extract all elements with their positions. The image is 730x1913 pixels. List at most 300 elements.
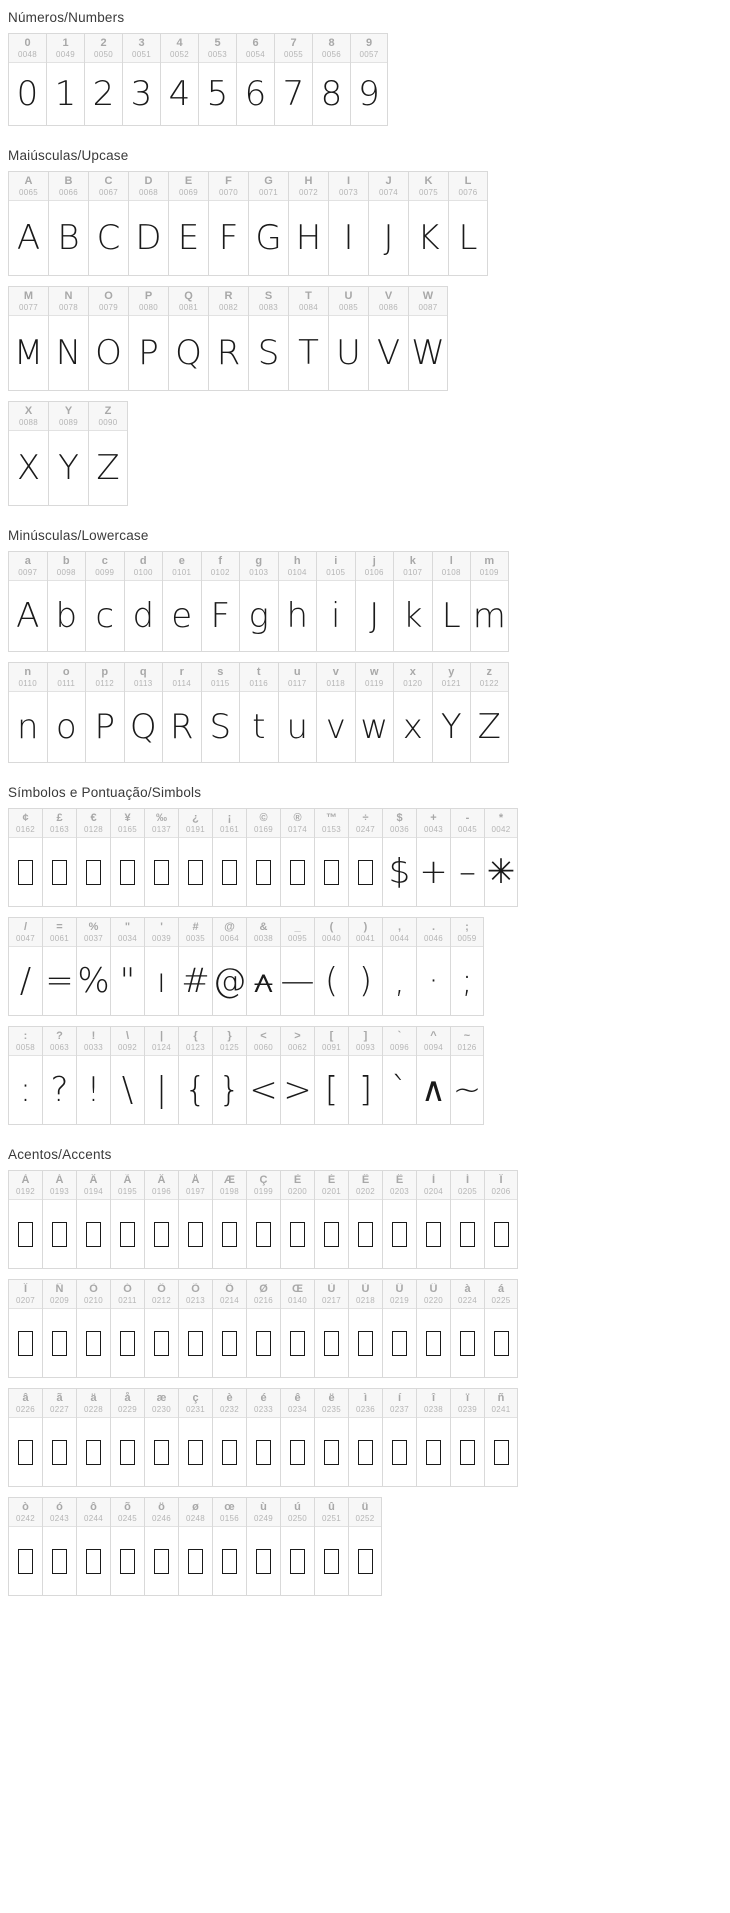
glyph-cell[interactable] xyxy=(408,171,448,276)
glyph-cell[interactable] xyxy=(212,917,246,1016)
glyph-code-label: 0140 xyxy=(288,1296,307,1305)
missing-glyph-icon xyxy=(86,1549,101,1574)
glyph-cell[interactable] xyxy=(246,1497,280,1596)
glyph-code-label: 0075 xyxy=(419,188,438,197)
glyph-character-label: L xyxy=(464,175,472,187)
glyph-cell[interactable] xyxy=(144,808,178,907)
missing-glyph-icon xyxy=(256,1222,271,1247)
glyph-code-label: 0068 xyxy=(139,188,158,197)
glyph-cell-header xyxy=(485,1171,517,1200)
glyph-missing-box xyxy=(247,838,280,906)
glyph-cell[interactable] xyxy=(212,1388,246,1487)
glyph-preview: x xyxy=(402,707,423,747)
glyph-code-label: 0105 xyxy=(326,568,346,577)
glyph-character-label: ® xyxy=(293,812,302,824)
glyph-cell-header xyxy=(163,663,201,692)
glyph-cell[interactable] xyxy=(76,1497,110,1596)
glyph-cell[interactable] xyxy=(416,1279,450,1378)
glyph-cell[interactable] xyxy=(178,1279,212,1378)
glyph-preview: P xyxy=(138,333,159,373)
glyph-character-label: r xyxy=(179,666,184,678)
glyph-cell[interactable] xyxy=(316,662,355,763)
glyph-cell[interactable] xyxy=(314,917,348,1016)
glyph-cell-header xyxy=(169,287,208,316)
glyph-cell[interactable] xyxy=(88,171,128,276)
glyph-cell[interactable] xyxy=(168,286,208,391)
glyph-cell[interactable] xyxy=(42,917,76,1016)
glyph-cell[interactable] xyxy=(144,1497,178,1596)
glyph-cell[interactable] xyxy=(8,401,48,506)
glyph-character-label: v xyxy=(332,666,339,678)
glyph-preview: F xyxy=(218,218,239,258)
glyph-cell[interactable] xyxy=(484,1388,518,1487)
glyph-cell[interactable] xyxy=(110,808,144,907)
glyph-code-label: 0174 xyxy=(288,825,307,834)
missing-glyph-icon xyxy=(460,1222,475,1247)
glyph-character-label: Í xyxy=(465,1174,470,1186)
glyph-cell[interactable] xyxy=(212,1497,246,1596)
glyph-cell[interactable] xyxy=(355,551,394,652)
glyph-cell[interactable] xyxy=(280,808,314,907)
glyph-cell[interactable] xyxy=(484,1279,518,1378)
glyph-cell[interactable] xyxy=(382,808,416,907)
glyph-cell[interactable] xyxy=(239,551,278,652)
glyph-cell[interactable] xyxy=(484,1170,518,1269)
glyph-missing-box xyxy=(281,1418,314,1486)
glyph-cell-header xyxy=(89,402,127,431)
glyph-cell-header xyxy=(315,1389,348,1418)
glyph-cell[interactable] xyxy=(368,286,408,391)
glyph-character-label: T xyxy=(305,290,312,302)
glyph-cell-header xyxy=(417,809,450,838)
glyph-cell[interactable] xyxy=(198,33,236,126)
glyph-cell[interactable] xyxy=(110,1497,144,1596)
glyph-cell-header xyxy=(145,809,178,838)
glyph-cell[interactable] xyxy=(76,1170,110,1269)
missing-glyph-icon xyxy=(154,1549,169,1574)
glyph-preview: 6 xyxy=(244,74,267,114)
glyph-cell[interactable] xyxy=(288,286,328,391)
glyph-cell[interactable] xyxy=(8,1170,42,1269)
glyph-character-label: u xyxy=(293,666,301,678)
glyph-cell[interactable] xyxy=(178,1388,212,1487)
glyph-missing-box xyxy=(247,1418,280,1486)
glyph-cell-header xyxy=(111,1171,144,1200)
glyph-cell[interactable] xyxy=(8,808,42,907)
glyph-cell[interactable] xyxy=(416,1170,450,1269)
glyph-cell[interactable] xyxy=(8,917,42,1016)
glyph-cell[interactable] xyxy=(450,1388,484,1487)
glyph-cell[interactable] xyxy=(450,1279,484,1378)
glyph-cell[interactable] xyxy=(76,1279,110,1378)
glyph-cell[interactable] xyxy=(470,551,509,652)
glyph-cell[interactable] xyxy=(348,1388,382,1487)
glyph-cell[interactable] xyxy=(201,551,240,652)
glyph-character-label: Ñ xyxy=(55,1283,64,1295)
glyph-preview: t xyxy=(252,707,266,747)
glyph-cell[interactable] xyxy=(278,662,317,763)
glyph-row xyxy=(8,33,722,126)
glyph-cell[interactable] xyxy=(348,1026,382,1125)
glyph-cell[interactable] xyxy=(312,33,350,126)
glyph-cell[interactable] xyxy=(124,551,163,652)
glyph-cell[interactable] xyxy=(246,1170,280,1269)
glyph-cell[interactable] xyxy=(239,662,278,763)
glyph-cell[interactable] xyxy=(46,33,84,126)
glyph-preview: C xyxy=(96,218,121,258)
glyph-code-label: 0098 xyxy=(56,568,76,577)
glyph-cell[interactable] xyxy=(448,171,488,276)
glyph-cell[interactable] xyxy=(348,1279,382,1378)
glyph-cell[interactable] xyxy=(350,33,388,126)
glyph-cell-header xyxy=(433,552,471,581)
glyph-character-label: 4 xyxy=(176,37,183,49)
section-title: Acentos/Accents xyxy=(8,1147,112,1162)
glyph-character-label: m xyxy=(484,555,495,567)
glyph-missing-box xyxy=(213,838,246,906)
glyph-preview: J xyxy=(369,596,380,636)
glyph-cell[interactable] xyxy=(280,1170,314,1269)
glyph-cell[interactable] xyxy=(246,1026,280,1125)
glyph-missing-box xyxy=(111,1309,144,1377)
glyph-cell[interactable] xyxy=(288,171,328,276)
glyph-cell[interactable] xyxy=(314,808,348,907)
glyph-cell[interactable] xyxy=(348,808,382,907)
glyph-cell[interactable] xyxy=(432,662,471,763)
glyph-cell[interactable] xyxy=(160,33,198,126)
glyph-cell[interactable] xyxy=(42,808,76,907)
glyph-cell[interactable] xyxy=(280,917,314,1016)
missing-glyph-icon xyxy=(290,1222,305,1247)
glyph-preview: @ xyxy=(213,961,246,1001)
glyph-cell-header xyxy=(417,918,450,947)
glyph-cell[interactable] xyxy=(8,1279,42,1378)
glyph-cell[interactable] xyxy=(246,917,280,1016)
glyph-cell[interactable] xyxy=(128,171,168,276)
glyph-code-label: 0090 xyxy=(98,418,118,427)
glyph-cell[interactable] xyxy=(208,171,248,276)
glyph-cell[interactable] xyxy=(236,33,274,126)
glyph-cell[interactable] xyxy=(382,917,416,1016)
glyph-cell-header xyxy=(471,663,508,692)
glyph-character-label: É xyxy=(327,1174,336,1186)
glyph-cell[interactable] xyxy=(76,1026,110,1125)
glyph-cell[interactable] xyxy=(416,917,450,1016)
glyph-missing-box xyxy=(179,838,212,906)
glyph-code-label: 0087 xyxy=(418,303,438,312)
glyph-cell[interactable] xyxy=(382,1026,416,1125)
glyph-code-label: 0251 xyxy=(322,1514,341,1523)
glyph-character-label: ê xyxy=(294,1392,301,1404)
glyph-cell-header xyxy=(281,1280,314,1309)
glyph-cell[interactable] xyxy=(248,286,288,391)
glyph-character-label: Å xyxy=(191,1174,200,1186)
glyph-cell[interactable] xyxy=(144,1170,178,1269)
glyph-cell[interactable] xyxy=(110,1170,144,1269)
glyph-cell[interactable] xyxy=(8,1388,42,1487)
glyph-character-label: ä xyxy=(90,1392,97,1404)
glyph-cell[interactable] xyxy=(124,662,163,763)
glyph-code-label: 0213 xyxy=(186,1296,205,1305)
glyph-character-label: Q xyxy=(184,290,193,302)
glyph-cell[interactable] xyxy=(84,33,122,126)
missing-glyph-icon xyxy=(52,860,67,885)
glyph-cell-header xyxy=(247,1280,280,1309)
glyph-preview: D xyxy=(135,218,162,258)
glyph-cell[interactable] xyxy=(178,1170,212,1269)
glyph-cell[interactable] xyxy=(314,1026,348,1125)
glyph-cell[interactable] xyxy=(208,286,248,391)
glyph-cell[interactable] xyxy=(212,808,246,907)
glyph-cell[interactable] xyxy=(76,917,110,1016)
glyph-cell[interactable] xyxy=(484,808,518,907)
glyph-cell[interactable] xyxy=(144,1388,178,1487)
glyph-cell[interactable] xyxy=(348,917,382,1016)
glyph-preview: ; xyxy=(461,961,473,1001)
glyph-character-label: 7 xyxy=(290,37,297,49)
glyph-code-label: 0220 xyxy=(424,1296,443,1305)
glyph-cell[interactable] xyxy=(47,662,86,763)
glyph-missing-box xyxy=(145,1200,178,1268)
glyph-cell[interactable] xyxy=(8,286,48,391)
glyph-cell[interactable] xyxy=(178,1497,212,1596)
glyph-code-label: 0238 xyxy=(424,1405,443,1414)
glyph-cell[interactable] xyxy=(316,551,355,652)
glyph-character-label: Ô xyxy=(157,1283,166,1295)
glyph-cell[interactable] xyxy=(314,1279,348,1378)
glyph-character-label: c xyxy=(101,555,108,567)
glyph-cell[interactable] xyxy=(348,1497,382,1596)
glyph-character-label: & xyxy=(259,921,268,933)
missing-glyph-icon xyxy=(392,1331,407,1356)
glyph-cell[interactable] xyxy=(42,1170,76,1269)
glyph-character-label: w xyxy=(369,666,379,678)
glyph-cell-header xyxy=(315,1171,348,1200)
glyph-cell[interactable] xyxy=(110,1026,144,1125)
glyph-code-label: 0054 xyxy=(246,50,265,59)
glyph-code-label: 0033 xyxy=(84,1043,103,1052)
glyph-preview: — xyxy=(281,961,314,1001)
glyph-cell[interactable] xyxy=(8,662,47,763)
glyph-cell[interactable] xyxy=(432,551,471,652)
glyph-code-label: 0067 xyxy=(99,188,118,197)
glyph-cell[interactable] xyxy=(368,171,408,276)
glyph-cell[interactable] xyxy=(355,662,394,763)
glyph-character-label: ™ xyxy=(326,812,337,824)
glyph-preview: · xyxy=(428,961,439,1001)
glyph-cell-header xyxy=(179,918,212,947)
glyph-cell[interactable] xyxy=(42,1497,76,1596)
glyph-missing-box xyxy=(9,1527,42,1595)
glyph-character-label: 6 xyxy=(252,37,259,49)
glyph-character-label: . xyxy=(431,921,436,933)
glyph-cell[interactable] xyxy=(144,1279,178,1378)
glyph-code-label: 0038 xyxy=(254,934,273,943)
glyph-cell[interactable] xyxy=(47,551,86,652)
glyph-cell-header xyxy=(169,172,208,201)
glyph-cell[interactable] xyxy=(48,286,88,391)
glyph-missing-box xyxy=(451,1309,484,1377)
glyph-cell[interactable] xyxy=(382,1388,416,1487)
glyph-cell[interactable] xyxy=(144,917,178,1016)
glyph-cell[interactable] xyxy=(178,1026,212,1125)
glyph-character-label: U xyxy=(344,290,353,302)
glyph-cell[interactable] xyxy=(314,1497,348,1596)
glyph-code-label: 0232 xyxy=(220,1405,239,1414)
glyph-cell[interactable] xyxy=(85,662,124,763)
glyph-cell[interactable] xyxy=(201,662,240,763)
glyph-cell[interactable] xyxy=(8,1026,42,1125)
glyph-cell[interactable] xyxy=(110,917,144,1016)
glyph-code-label: 0065 xyxy=(19,188,38,197)
glyph-cell[interactable] xyxy=(76,808,110,907)
glyph-cell-header xyxy=(240,663,278,692)
glyph-cell[interactable] xyxy=(178,808,212,907)
glyph-preview: Z xyxy=(477,707,501,747)
glyph-cell[interactable] xyxy=(470,662,509,763)
glyph-cell[interactable] xyxy=(328,171,368,276)
glyph-cell-header xyxy=(43,1171,76,1200)
glyph-cell[interactable] xyxy=(393,662,432,763)
glyph-missing-box xyxy=(77,838,110,906)
glyph-cell[interactable] xyxy=(85,551,124,652)
glyph-cell[interactable] xyxy=(8,1497,42,1596)
glyph-cell[interactable] xyxy=(382,1279,416,1378)
glyph-cell[interactable] xyxy=(314,1170,348,1269)
glyph-cell[interactable] xyxy=(48,401,88,506)
glyph-cell[interactable] xyxy=(246,1388,280,1487)
missing-glyph-icon xyxy=(290,1549,305,1574)
glyph-cell[interactable] xyxy=(416,808,450,907)
glyph-preview: h xyxy=(286,596,309,636)
glyph-cell[interactable] xyxy=(8,171,48,276)
glyph-cell-header xyxy=(247,918,280,947)
glyph-cell[interactable] xyxy=(416,1388,450,1487)
glyph-cell-header xyxy=(123,34,160,63)
glyph-cell[interactable] xyxy=(110,1388,144,1487)
glyph-cell[interactable] xyxy=(450,1170,484,1269)
missing-glyph-icon xyxy=(392,1222,407,1247)
glyph-cell-header xyxy=(111,1389,144,1418)
glyph-cell[interactable] xyxy=(248,171,288,276)
glyph-cell[interactable] xyxy=(314,1388,348,1487)
glyph-code-label: 0044 xyxy=(390,934,409,943)
glyph-missing-box xyxy=(417,1200,450,1268)
glyph-cell[interactable] xyxy=(280,1388,314,1487)
glyph-cell-header xyxy=(77,1171,110,1200)
glyph-cell[interactable] xyxy=(110,1279,144,1378)
glyph-cell[interactable] xyxy=(88,401,128,506)
glyph-cell[interactable] xyxy=(42,1388,76,1487)
missing-glyph-icon xyxy=(18,1440,33,1465)
glyph-cell-header xyxy=(451,809,484,838)
glyph-cell-header xyxy=(9,918,42,947)
glyph-character-label: Â xyxy=(89,1174,98,1186)
glyph-code-label: 0231 xyxy=(186,1405,205,1414)
glyph-preview: G xyxy=(255,218,282,258)
glyph-character-label: G xyxy=(264,175,273,187)
glyph-cell[interactable] xyxy=(280,1497,314,1596)
glyph-preview: < xyxy=(249,1070,278,1110)
missing-glyph-icon xyxy=(222,1440,237,1465)
glyph-code-label: 0041 xyxy=(356,934,375,943)
glyph-missing-box xyxy=(315,1200,348,1268)
glyph-cell[interactable] xyxy=(162,662,201,763)
glyph-cell[interactable] xyxy=(128,286,168,391)
glyph-character-label: Ú xyxy=(361,1283,370,1295)
glyph-cell[interactable] xyxy=(280,1279,314,1378)
glyph-preview: w xyxy=(360,707,389,747)
glyph-cell[interactable] xyxy=(8,33,46,126)
glyph-section xyxy=(0,1137,730,1596)
glyph-cell[interactable] xyxy=(408,286,448,391)
glyph-cell[interactable] xyxy=(178,917,212,1016)
glyph-character-label: ' xyxy=(160,921,163,933)
glyph-cell[interactable] xyxy=(212,1026,246,1125)
glyph-code-label: 0093 xyxy=(356,1043,375,1052)
glyph-cell-header xyxy=(179,1498,212,1527)
glyph-section xyxy=(0,0,730,126)
glyph-missing-box xyxy=(315,838,348,906)
glyph-preview: : xyxy=(19,1070,32,1110)
glyph-section xyxy=(0,518,730,763)
glyph-character-label: = xyxy=(56,921,63,933)
glyph-cell[interactable] xyxy=(450,808,484,907)
glyph-cell[interactable] xyxy=(122,33,160,126)
glyph-cell[interactable] xyxy=(144,1026,178,1125)
glyph-cell[interactable] xyxy=(450,917,484,1016)
glyph-character-label: D xyxy=(144,175,153,187)
glyph-cell[interactable] xyxy=(212,1170,246,1269)
glyph-cell[interactable] xyxy=(416,1026,450,1125)
glyph-cell[interactable] xyxy=(328,286,368,391)
glyph-code-label: 0094 xyxy=(424,1043,443,1052)
glyph-cell[interactable] xyxy=(450,1026,484,1125)
glyph-preview: B xyxy=(57,218,80,258)
glyph-cell[interactable] xyxy=(246,808,280,907)
glyph-character-label: J xyxy=(385,175,392,187)
glyph-cell-header xyxy=(315,1027,348,1056)
glyph-cell-header xyxy=(202,663,240,692)
glyph-cell[interactable] xyxy=(76,1388,110,1487)
glyph-cell[interactable] xyxy=(393,551,432,652)
glyph-code-label: 0205 xyxy=(458,1187,477,1196)
glyph-cell[interactable] xyxy=(348,1170,382,1269)
glyph-cell[interactable] xyxy=(42,1026,76,1125)
glyph-cell[interactable] xyxy=(382,1170,416,1269)
glyph-cell[interactable] xyxy=(168,171,208,276)
glyph-preview: u xyxy=(286,707,309,747)
glyph-code-label: 0082 xyxy=(219,303,238,312)
glyph-preview: \ xyxy=(121,1070,134,1110)
glyph-cell[interactable] xyxy=(88,286,128,391)
glyph-cell[interactable] xyxy=(278,551,317,652)
glyph-cell[interactable] xyxy=(274,33,312,126)
glyph-code-label: 0100 xyxy=(133,568,153,577)
glyph-cell[interactable] xyxy=(42,1279,76,1378)
glyph-cell[interactable] xyxy=(246,1279,280,1378)
glyph-cell[interactable] xyxy=(8,551,47,652)
glyph-cell[interactable] xyxy=(280,1026,314,1125)
glyph-cell[interactable] xyxy=(162,551,201,652)
glyph-cell[interactable] xyxy=(48,171,88,276)
glyph-code-label: 0109 xyxy=(479,568,499,577)
glyph-code-label: 0066 xyxy=(59,188,78,197)
glyph-cell-header xyxy=(89,287,128,316)
glyph-cell[interactable] xyxy=(212,1279,246,1378)
glyph-code-label: 0124 xyxy=(152,1043,171,1052)
glyph-character-label: ~ xyxy=(463,1030,471,1042)
